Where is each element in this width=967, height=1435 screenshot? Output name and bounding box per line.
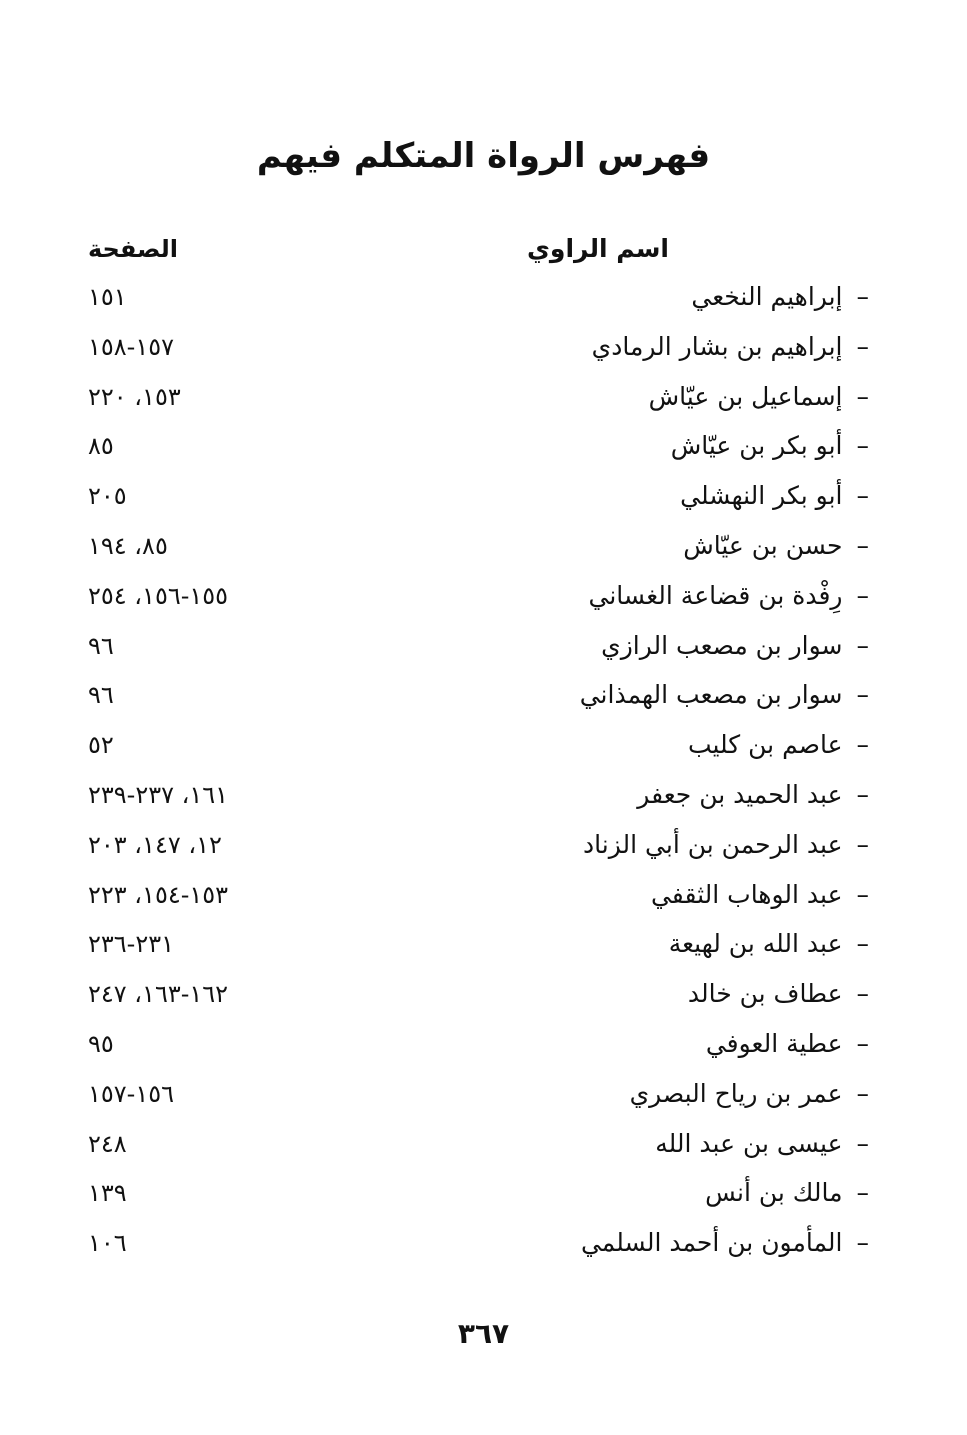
entry-dash: – [856,730,869,760]
page-references: ٨٥ [88,432,114,461]
narrator-name-text: عبد الوهاب الثقفي [650,879,843,909]
narrator-name [389,623,869,669]
narrator-name-text: عيسى بن عبد الله [655,1128,843,1158]
narrator-entry [0,573,967,619]
entry-dash: – [856,979,869,1009]
narrator-name [389,1121,869,1167]
narrator-name-text: عطية العوفي [705,1029,843,1058]
narrator-entry [0,523,967,569]
page-references: ٢٤٨ [88,1129,127,1158]
narrator-name [389,772,869,818]
page-references: ٩٦ [88,681,114,710]
narrator-entry [0,423,967,469]
narrator-entry [0,1220,967,1266]
narrator-entry [0,1021,967,1067]
narrator-entry [0,473,967,519]
narrator-entry [0,324,967,370]
narrator-name [389,971,869,1017]
page-references: ١٣٩ [88,1179,127,1208]
narrator-entry [0,872,967,918]
entry-dash: – [856,1029,869,1058]
page-references: ٢٠٥ [88,482,127,511]
entry-dash: – [856,1128,869,1158]
entry-dash: – [856,630,869,660]
page-references: ١٥٧-١٥٨ [88,332,175,361]
narrator-name [389,324,869,370]
page-column-header: الصفحة [88,235,179,263]
narrator-name-text: مالك بن أنس [705,1178,843,1208]
narrator-name [389,1071,869,1117]
page-references: ١٦١، ٢٣٧-٢٣٩ [88,781,229,809]
narrator-name-text: عطاف بن خالد [687,979,843,1009]
page-references: ٩٦ [88,631,114,660]
narrator-name-text: سوار بن مصعب الرازي [601,630,843,660]
entry-dash: – [856,282,869,311]
page-references: ١٥٦-١٥٧ [88,1079,175,1108]
narrator-name-text: عبد الله بن لهيعة [668,929,843,959]
narrator-name-text: عبد الرحمن بن أبي الزناد [583,829,843,859]
narrator-name-text: رِفْدة بن قضاعة الغساني [588,580,843,610]
narrator-name [389,1021,869,1067]
page-references: ١٠٦ [88,1229,127,1258]
entry-dash: – [856,1078,869,1108]
page-references: ١٥٥-١٥٦، ٢٥٤ [88,581,229,610]
narrator-name [389,374,869,420]
narrator-entry [0,1121,967,1167]
page-references: ١٥٣-١٥٤، ٢٢٣ [88,880,229,909]
narrator-name-text: سوار بن مصعب الهمذاني [579,680,843,710]
narrator-entry [0,772,967,818]
entry-dash: – [856,1228,869,1258]
narrator-entry [0,1170,967,1216]
narrator-name-text: عمر بن رياح البصري [629,1078,843,1108]
narrator-name-text: المأمون بن أحمد السلمي [580,1228,843,1258]
narrator-name-text: عاصم بن كليب [687,730,843,760]
narrator-entry [0,722,967,768]
page-references: ١٢، ١٤٧، ٢٠٣ [88,830,222,859]
page-references: ٩٥ [88,1030,114,1058]
narrator-name-header: اسم الراوي [527,234,669,263]
narrator-entry [0,274,967,320]
entry-dash: – [856,1178,869,1208]
page-references: ١٦٢-١٦٣، ٢٤٧ [88,980,229,1009]
entry-dash: – [856,531,869,560]
narrator-name-text: أبو بكر النهشلي [680,481,843,511]
narrator-name [389,722,869,768]
narrator-name [389,523,869,569]
narrator-name [389,274,869,320]
narrator-entry [0,623,967,669]
page-title: فهرس الرواة المتكلم فيهم [256,136,711,176]
entry-dash: – [856,481,869,511]
narrator-name [389,1170,869,1216]
narrator-entry [0,672,967,718]
entry-dash: – [856,431,869,461]
narrator-entry [0,921,967,967]
entry-dash: – [856,381,869,411]
page-references: ١٥١ [88,283,127,311]
entry-dash: – [856,780,869,809]
narrator-name [389,473,869,519]
narrator-name [389,672,869,718]
narrator-name [389,872,869,918]
page-references: ١٥٣، ٢٢٠ [88,382,181,411]
narrator-entry [0,374,967,420]
entry-dash: – [856,929,869,959]
page-references: ٥٢ [88,731,114,760]
narrator-name-text: إسماعيل بن عيّاش [648,381,843,411]
narrator-entry [0,1071,967,1117]
narrator-name [389,921,869,967]
column-headers [0,226,967,272]
narrator-entry [0,822,967,868]
narrator-name [389,573,869,619]
narrator-name [389,822,869,868]
narrator-name-text: حسن بن عيّاش [683,531,843,560]
entry-dash: – [856,879,869,909]
narrator-name-text: إبراهيم النخعي [691,282,843,311]
entry-dash: – [856,680,869,710]
narrator-entry [0,971,967,1017]
narrator-name-text: أبو بكر بن عيّاش [670,431,843,461]
page-references: ٨٥، ١٩٤ [88,532,168,560]
narrator-name [389,1220,869,1266]
page-number: ٣٦٧ [457,1317,510,1350]
narrator-name-text: إبراهيم بن بشار الرمادي [591,331,843,361]
entry-dash: – [856,580,869,610]
page-references: ٢٣١-٢٣٦ [88,930,175,959]
entry-dash: – [856,331,869,361]
narrator-name [389,423,869,469]
entry-dash: – [856,829,869,859]
narrator-name-text: عبد الحميد بن جعفر [637,780,843,809]
